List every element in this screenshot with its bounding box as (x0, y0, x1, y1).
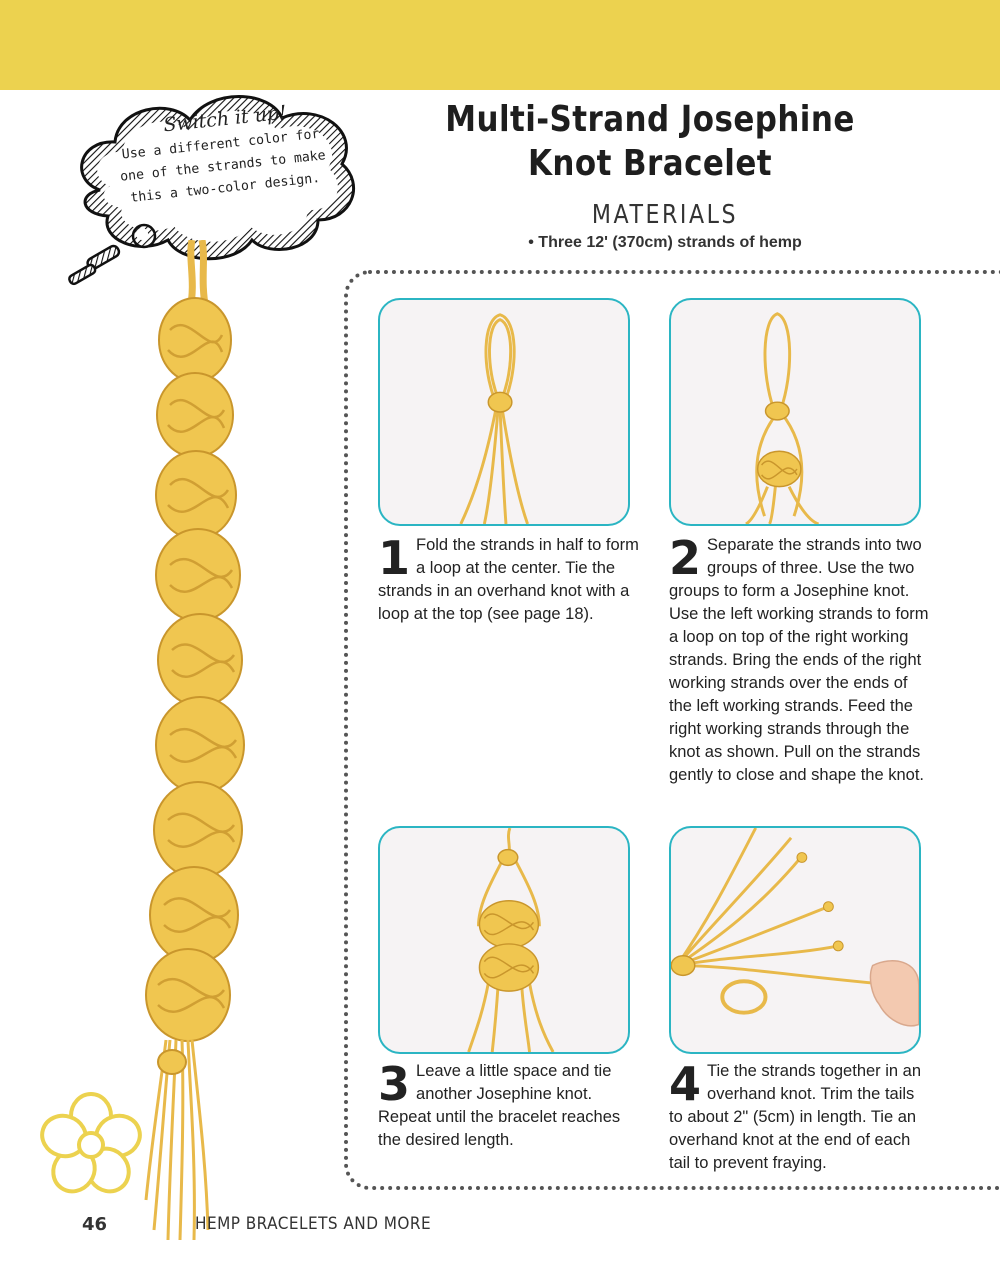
step-2-number: 2 (669, 531, 702, 585)
title-line-2: Knot Bracelet (528, 143, 772, 184)
step-4-number: 4 (669, 1057, 702, 1111)
step-1-instructions: Fold the strands in half to form a loop at the center. Tie the strands in an overhand knot with a loop at the top (see page 18). (378, 536, 639, 623)
step-3-instructions: Leave a little space and tie another Josephine knot. Repeat until the bracelet reaches the desired length. (378, 1062, 621, 1149)
step-3-text (378, 1057, 640, 1152)
step-2-text (669, 531, 931, 787)
title-line-1: Multi-Strand Josephine (445, 99, 855, 140)
page-number: 46 (82, 1214, 108, 1235)
step-4-instructions: Tie the strands together in an overhand knot. Trim the tails to about 2" (5cm) in length. Tie an overhand knot at the end of each tail to prevent fraying. (669, 1062, 922, 1172)
step-3-image (378, 826, 630, 1054)
step-4-text (669, 1057, 931, 1175)
book-title: HEMP BRACELETS AND MORE (195, 1214, 432, 1234)
step-1-image (378, 298, 630, 526)
tip-body: Use a different color for one of the strands to make this a two-color design. (119, 126, 327, 206)
top-color-band (0, 0, 1000, 90)
step-1-text (378, 531, 640, 626)
step-2-image (669, 298, 921, 526)
step-3-number: 3 (378, 1057, 411, 1111)
tip-title: Switch it up! (162, 101, 288, 137)
materials-item: • Three 12' (370cm) strands of hemp (500, 234, 830, 252)
finished-bracelet-image (140, 240, 250, 1240)
step-4-image (669, 826, 921, 1054)
materials-list (500, 234, 830, 252)
step-1-number: 1 (378, 531, 411, 585)
flower-icon (36, 1090, 146, 1200)
page-title (435, 98, 865, 186)
materials-heading: MATERIALS (591, 200, 739, 230)
step-2-instructions: Separate the strands into two groups of three. Use the two groups to form a Josephine knot. Use the left working strands to form a loop on top of the right working strands. Bring the ends of the right working strands over the ends of the left working strands. Feed the right working strands through the knot as shown. Pull on the strands gently to close and shape the knot. (669, 536, 929, 784)
